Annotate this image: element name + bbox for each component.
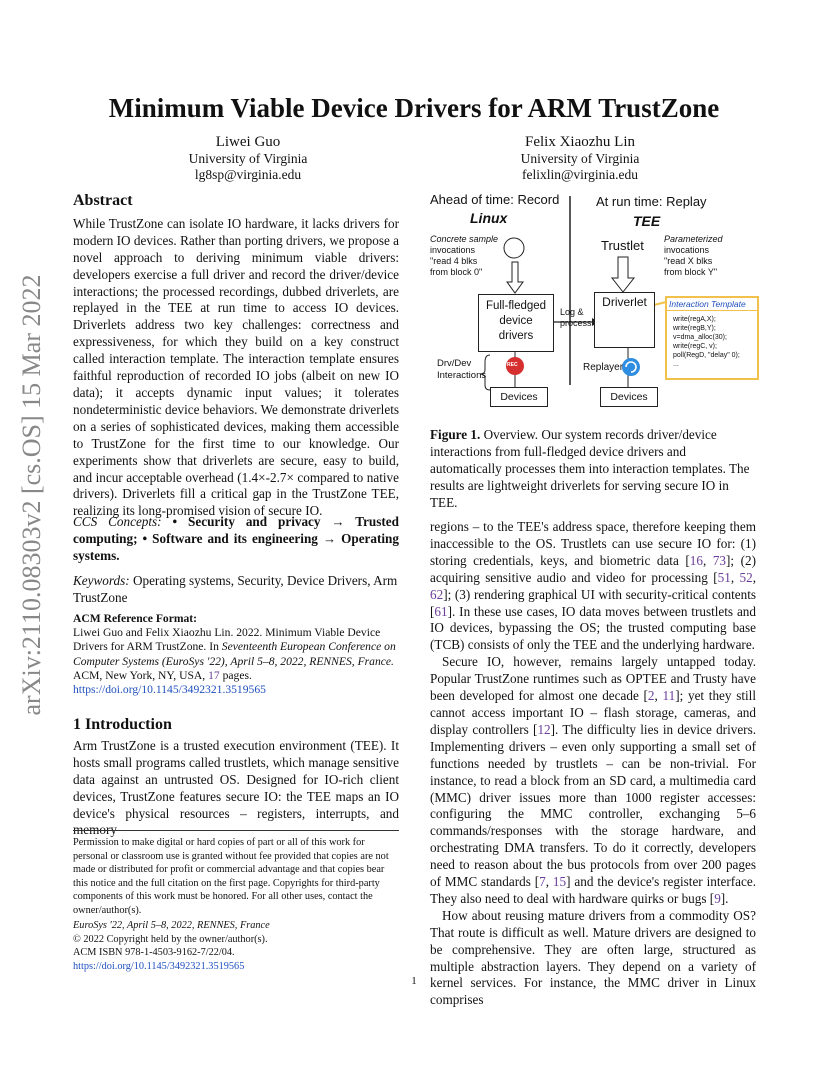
footnote-copyright: © 2022 Copyright held by the owner/author(s). (73, 933, 268, 945)
figure-caption-text: Overview. Our system records driver/device interactions from full-fledged device drivers and automatically processes them into interaction templates. The results are lightweight driverlets for serving secure IO in TEE. (430, 427, 750, 510)
acm-reference-pages-suffix: pages. (222, 668, 252, 682)
author-block-2 (480, 133, 680, 183)
paper-title: Minimum Viable Device Drivers for ARM TrustZone (108, 93, 720, 123)
ccs-text: • Security and privacy → Trusted computing; • Software and its engineering → Operating systems. (73, 514, 399, 563)
arxiv-stamp (8, 274, 56, 716)
abstract-heading: Abstract (73, 192, 133, 209)
footnote (73, 836, 399, 973)
introduction-heading: 1 Introduction (73, 716, 172, 733)
figure-left-head: Ahead of time: Record (430, 192, 560, 207)
acm-reference-pages-link[interactable]: 17 (208, 668, 220, 682)
figure-concrete-invocations: Concrete sample invocations "read 4 blks from block 0" (430, 234, 499, 277)
figure-replayer: Replayer (583, 362, 624, 373)
author-affiliation: University of Virginia (520, 151, 640, 166)
introduction-section (73, 717, 399, 839)
citation-link[interactable]: 73 (712, 552, 727, 568)
citation-link[interactable]: 12 (537, 721, 551, 737)
abstract-section (73, 193, 399, 520)
figure-caption (430, 427, 756, 512)
introduction-text: Arm TrustZone is a trusted execution environment (TEE). It hosts small programs called trustlets, which manage sensitive data against an untrusted OS. Designed for IO-rich client devices, TrustZone features secure IO: the TEE maps an IO device's physical resources – registers, interrupts, and memory (73, 737, 399, 838)
body-paragraph-3: How about reusing mature drivers from a commodity OS? That route is difficult as well. Mature drivers are designed to be comprehensive. They are often large, structured as multiple abstraction layers. They depend on a variety of kernel services. For instance, the MMC driver in Linux comprises (430, 907, 756, 1008)
figure-driverlet-box: Driverlet (594, 292, 655, 348)
figure-left-sub: Linux (470, 210, 508, 226)
citation-link[interactable]: 16 (689, 552, 703, 568)
footnote-divider (73, 830, 399, 831)
abstract-text: While TrustZone can isolate IO hardware, it lacks drivers for modern IO devices. Rather than porting drivers, we propose a novel approach to deriving minimum viable drivers: developers exercise a full driver and record the driver/device interactions; the processed recordings, dubbed driverlets, are replayed in the TEE at run time to access IO devices. Driverlets address two key challenges: correctness and expressiveness, for which they build on a key construct called interaction template. The interaction template ensures faithful reproduction of recorded IO jobs (albeit on new IO data); it accepts dynamic input values; it tolerates nondeterministic device behaviors. We demonstrate driverlets on a series of sophisticated devices, making them accessible to TrustZone for the first time to our knowledge. Our experiments show that driverlets are secure, easy to build, and incur acceptable overhead (1.4×-2.7× compared to native drivers). Driverlets fill a critical gap in the TrustZone TEE, realizing its long-promised vision of secure IO. (73, 215, 399, 519)
acm-reference (73, 612, 399, 697)
figure-caption-label: Figure 1. (430, 427, 481, 442)
author-affiliation: University of Virginia (188, 151, 308, 166)
author-name: Felix Xiaozhu Lin (525, 134, 635, 150)
figure-template-box: Interaction Template write(regA,X); write(regB,Y); v=dma_alloc(30); write(regC, v); poll(RegD, "delay" 0); ... (665, 296, 759, 380)
citation-link[interactable]: 52 (739, 569, 753, 585)
footnote-permission: Permission to make digital or hard copies of part or all of this work for personal or classroom use is granted without fee provided that copies are not made or distributed for profit or commercial advantage and that copies bear this notice and the full citation on the first page. Copyrights for third-party components of this work must be honored. For all other uses, contact the owner/author(s). (73, 837, 389, 916)
acm-reference-venue: Seventeenth European Conference on Computer Systems (EuroSys '22), April 5–8, 2022, RENNES, France. (73, 640, 396, 668)
figure-log-process: Log & process (560, 307, 592, 328)
citation-link[interactable]: 2 (647, 688, 655, 704)
author-email: felixlin@virginia.edu (521, 167, 639, 182)
ccs-concepts (73, 514, 399, 565)
citation-link[interactable]: 61 (434, 603, 448, 619)
footnote-doi-link[interactable]: https://doi.org/10.1145/3492321.3519565 (73, 960, 245, 972)
figure-right-head: At run time: Replay (596, 194, 707, 209)
right-column-body (430, 519, 756, 1009)
author-email: lg8sp@virginia.edu (194, 167, 302, 182)
citation-link[interactable]: 51 (717, 569, 731, 585)
keywords-label: Keywords: (73, 573, 130, 588)
body-paragraph-2: Secure IO, however, remains largely untapped today. Popular TrustZone runtimes such as OPTEE and Trusty have been developed for almost one decade [2, 11]; yet they still cannot access important IO – flash storage, cameras, and display controllers [12]. The difficulty lies in device drivers. Implementing drivers – even only supporting a small set of functions needed by trustlets – can be non-trivial. For instance, to read a block from an SD card, a multimedia card (MMC) driver issues more than 1000 register accesses: configuring the MMC controller, exchanging 5–6 commands/responses with the storage hardware, and orchestrating DMA transfers. To do it correctly, developers need to reason about the bus protocols from over 200 pages of MMC standards [7, 15] and the device's register interface. They also need to deal with hardware quirks or bugs [9]. (430, 654, 757, 906)
citation-link[interactable]: 62 (430, 586, 444, 602)
figure-1 (428, 190, 760, 415)
page-number: 1 (411, 975, 417, 987)
figure-dev-interactions: Drv/Dev Interactions (437, 358, 487, 381)
ccs-label: CCS Concepts: (73, 514, 162, 529)
acm-reference-line2: ACM, New York, NY, USA, (73, 668, 206, 682)
citation-link[interactable]: 9 (714, 890, 721, 906)
footnote-isbn: ACM ISBN 978-1-4503-9162-7/22/04. (73, 947, 235, 958)
footnote-venue: EuroSys '22, April 5–8, 2022, RENNES, France (73, 920, 270, 931)
keywords (73, 573, 399, 607)
figure-devices-right: Devices (600, 387, 658, 407)
author-name: Liwei Guo (215, 134, 281, 150)
arxiv-stamp-text: arXiv:2110.08303v2 [cs.OS] 15 Mar 2022 (17, 274, 46, 716)
figure-full-driver-box: Full-fledged device drivers (478, 294, 554, 352)
figure-trustlet: Trustlet (601, 238, 644, 253)
citation-link[interactable]: 11 (662, 688, 676, 704)
citation-link[interactable]: 7 (539, 874, 546, 890)
acm-reference-line1: Liwei Guo and Felix Xiaozhu Lin. 2022. Minimum Viable Device Drivers for ARM TrustZone. In (73, 626, 381, 654)
author-block-1 (148, 133, 348, 183)
figure-right-sub: TEE (633, 213, 661, 229)
figure-rec-label: REC (507, 362, 518, 368)
citation-link[interactable]: 15 (552, 874, 567, 890)
keywords-text: Operating systems, Security, Device Drivers, Arm TrustZone (73, 573, 398, 605)
figure-devices-left: Devices (490, 387, 548, 407)
body-paragraph-1: regions – to the TEE's address space, therefore keeping them inaccessible to the OS. Trustlets can use secure IO for: (1) storing credentials, keys, and biometric data [16, 73]; (2) acquiring sensitive audio and video for processing [51, 52, 62]; (3) rendering graphical UI with security-critical contents [61]. In these use cases, IO data moves between trustlets and IO devices, bypassing the OS; the trusted computing base (TCB) consists of only the TEE and the underlying hardware. (430, 519, 757, 653)
figure-param-invocations: Parameterized invocations "read X blks from block Y" (664, 234, 723, 277)
acm-reference-doi-link[interactable]: https://doi.org/10.1145/3492321.3519565 (73, 683, 266, 697)
acm-reference-heading: ACM Reference Format: (73, 612, 198, 625)
